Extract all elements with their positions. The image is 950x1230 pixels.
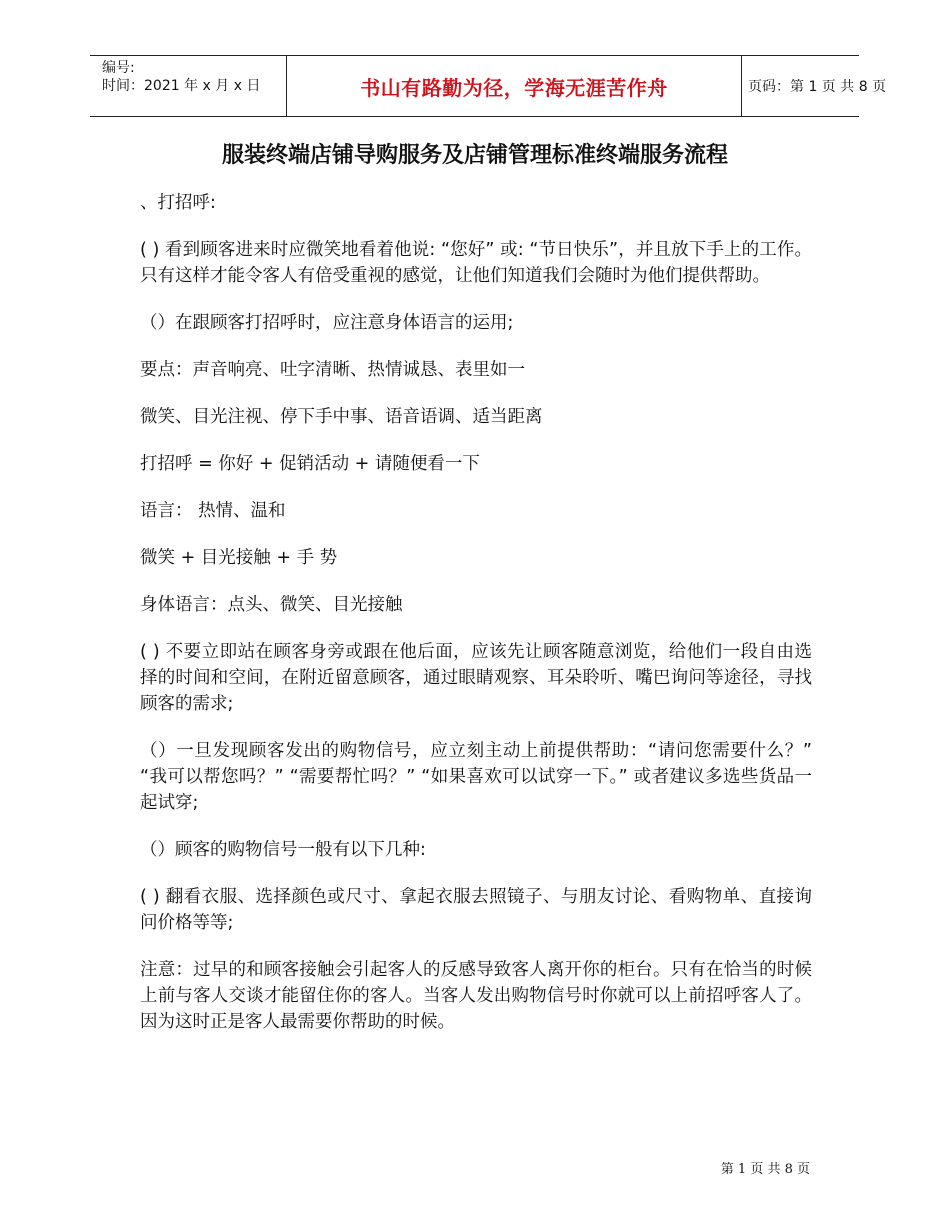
- page-header: [90, 55, 887, 117]
- header-motto-cell: [286, 56, 742, 116]
- header-motto: 书山有路勤为径，学海无涯苦作舟: [360, 75, 668, 100]
- paragraph: 打招呼 = 你好 + 促销活动 + 请随便看一下: [140, 454, 480, 474]
- time-label: 时间：2021 年 x 月 x 日: [102, 78, 261, 94]
- paragraph: 微笑、目光注视、停下手中事、语音语调、适当距离: [140, 407, 543, 427]
- paragraph: 注意：过早的和顾客接触会引起客人的反感导致客人离开你的柜台。只有在恰当的时候上前与客人交谈才能留住你的客人。当客人发出购物信号时你就可以上前招呼客人了。因为这时正是客人最需要你帮助的时候。: [140, 960, 812, 1032]
- paragraph: （）在跟顾客打招呼时，应注意身体语言的运用;: [140, 313, 514, 333]
- paragraph: （）顾客的购物信号一般有以下几种:: [140, 840, 426, 860]
- code-label: 编号:: [102, 60, 135, 76]
- page-footer: 第 1 页 共 8 页: [720, 1162, 810, 1177]
- paragraph: ( ) 看到顾客进来时应微笑地看着他说: “您好” 或: “节日快乐”，并且放下手上的工作。只有这样才能令客人有倍受重视的感觉，让他们知道我们会随时为他们提供帮助。: [140, 240, 812, 286]
- paragraph: ( ) 翻看衣服、选择颜色或尺寸、拿起衣服去照镜子、与朋友讨论、看购物单、直接询问价格等等;: [140, 887, 812, 933]
- header-page-code: 页码：第 1 页 共 8 页: [748, 79, 887, 95]
- paragraph: （）一旦发现顾客发出的购物信号，应立刻主动上前提供帮助：“请问您需要什么？” “我可以帮您吗？” “需要帮忙吗？” “如果喜欢可以试穿一下。” 或者建议多选些货品一起试穿;: [140, 741, 812, 813]
- document-title: 服装终端店铺导购服务及店铺管理标准终端服务流程: [221, 143, 728, 168]
- paragraph: 要点：声音响亮、吐字清晰、热情诚恳、表里如一: [140, 360, 525, 380]
- paragraph: ( ) 不要立即站在顾客身旁或跟在他后面，应该先让顾客随意浏览，给他们一段自由选择的时间和空间，在附近留意顾客，通过眼睛观察、耳朵聆听、嘴巴询问等途径，寻找顾客的需求;: [140, 642, 812, 714]
- document-body: [140, 190, 812, 1056]
- paragraph: 语言： 热情、温和: [140, 501, 286, 521]
- header-meta: [90, 56, 286, 116]
- paragraph: 、打招呼:: [140, 193, 216, 213]
- paragraph: 身体语言：点头、微笑、目光接触: [140, 595, 403, 615]
- paragraph: 微笑 + 目光接触 + 手 势: [140, 548, 338, 568]
- header-page-cell: [740, 56, 887, 116]
